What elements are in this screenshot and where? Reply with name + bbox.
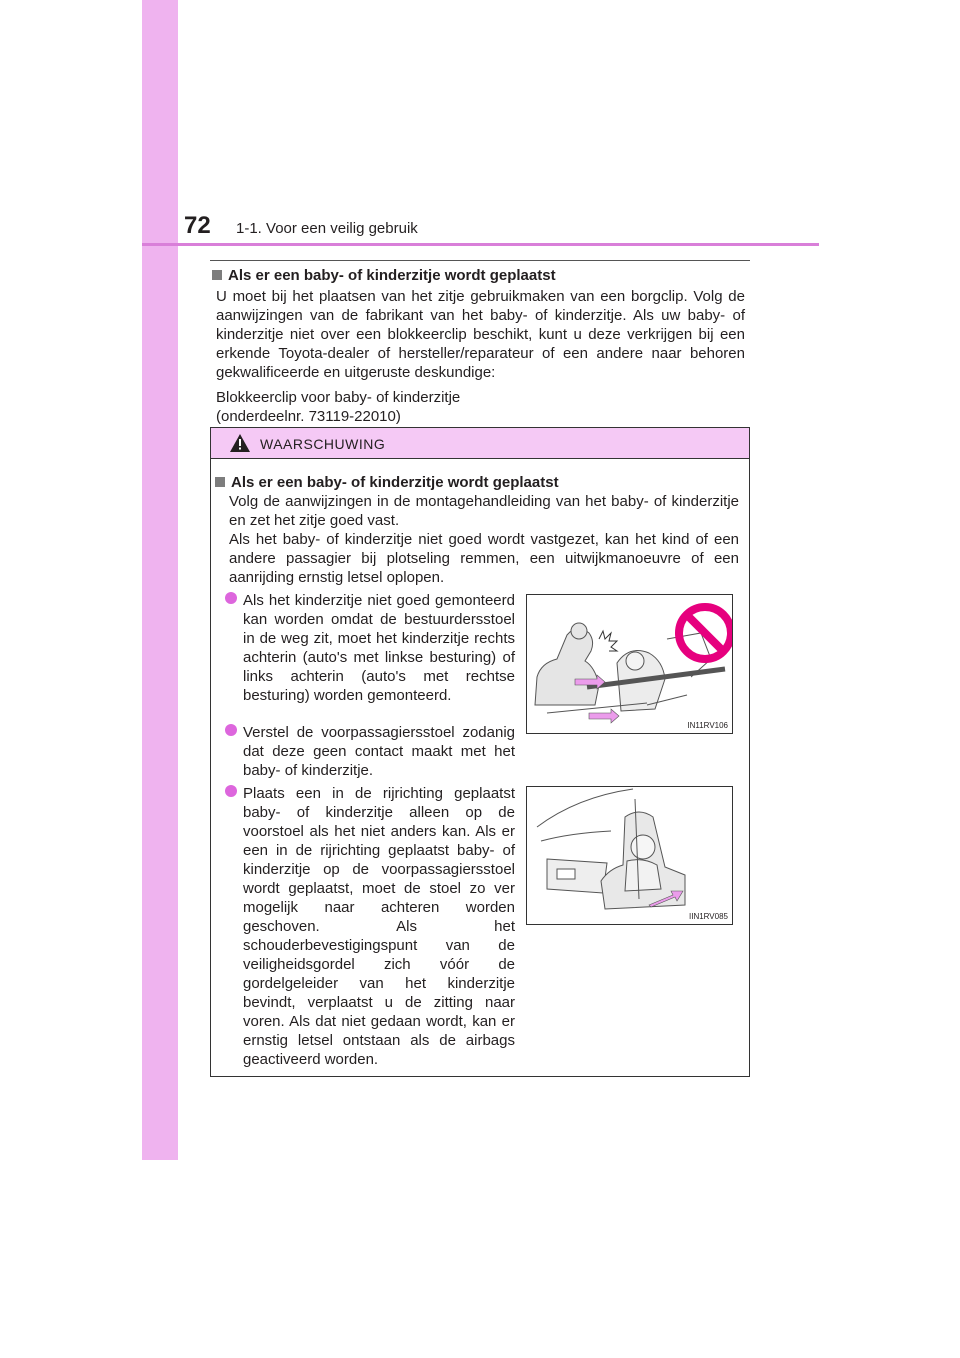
figure-prohibited-installation (526, 594, 733, 734)
part-line-2: (onderdeelnr. 73119-22010) (216, 408, 401, 425)
intro-heading: Als er een baby- of kinderzitje wordt geplaatst (212, 266, 556, 285)
car-seat-illustration (527, 595, 732, 733)
warning-body (229, 492, 739, 587)
section-title: 1-1. Voor een veilig gebruik (236, 220, 418, 237)
warning-label: WAARSCHUWING (260, 436, 386, 452)
square-bullet-icon (215, 477, 225, 487)
square-bullet-icon (212, 270, 222, 280)
warning-para-1: Volg de aanwijzingen in de montagehandleiding van het baby- of kinderzitje en zet het zitje goed vast. (229, 493, 739, 529)
warning-bullet-1: Als het kinderzitje niet goed gemonteerd kan worden omdat de bestuurdersstoel in de weg zit, moet het kinderzitje rechts achterin (auto's met linkse besturing) of links achterin (auto's met rechtse besturing) worden gemonteerd. (225, 591, 515, 705)
page-number: 72 (184, 212, 211, 239)
round-bullet-icon (225, 724, 237, 736)
figure-front-seat (526, 786, 733, 925)
header-rule (142, 243, 819, 246)
warning-bullet-3: Plaats een in de rijrichting geplaatst baby- of kinderzitje alleen op de voorstoel als het niet anders kan. Als er een in de rijrichting geplaatst baby- of kinderzitje op de voorpassagiersstoel wordt geplaatst, moet de stoel zo ver mogelijk naar achteren worden geschoven. Als het schouderbevestigingspunt van de veiligheidsgordel zich vóór de gordelgeleider van het kinderzitje bevindt, verplaatst u de zitting naar voren. Als dat niet gedaan wordt, kan er ernstig letsel ontstaan als de airbags geactiveerd worden. (225, 784, 515, 1069)
round-bullet-icon (225, 592, 237, 604)
warning-header (211, 428, 749, 459)
figure-1-code: IN11RV106 (687, 721, 728, 730)
warning-heading: Als er een baby- of kinderzitje wordt geplaatst (215, 473, 559, 492)
prohibited-icon (679, 607, 731, 659)
warning-para-2: Als het baby- of kinderzitje niet goed wordt vastgezet, kan het kind of een andere passagier bij plotseling remmen, een uitwijkmanoeuvre of een aanrijding ernstig letsel oplopen. (229, 531, 739, 586)
warning-triangle-icon (230, 434, 250, 452)
warning-bullet-2: Verstel de voorpassagiersstoel zodanig dat deze geen contact maakt met het baby- of kinderzitje. (225, 723, 515, 780)
section-divider (210, 260, 750, 261)
round-bullet-icon (225, 785, 237, 797)
intro-body (216, 287, 745, 426)
front-seat-illustration (527, 787, 732, 924)
side-tab (142, 0, 178, 1160)
figure-2-code: IIN1RV085 (689, 912, 728, 921)
intro-paragraph: U moet bij het plaatsen van het zitje gebruikmaken van een borgclip. Volg de aanwijzingen van de fabrikant van het baby- of kinderzitje. Als uw baby- of kinderzitje niet over een blokkeerclip beschikt, kunt u deze verkrijgen bij een erkende Toyota-dealer of hersteller/reparateur of een andere naar behoren gekwalificeerde en uitgeruste deskundige: (216, 288, 745, 381)
part-line-1: Blokkeerclip voor baby- of kinderzitje (216, 389, 461, 406)
warning-box (210, 427, 750, 1077)
